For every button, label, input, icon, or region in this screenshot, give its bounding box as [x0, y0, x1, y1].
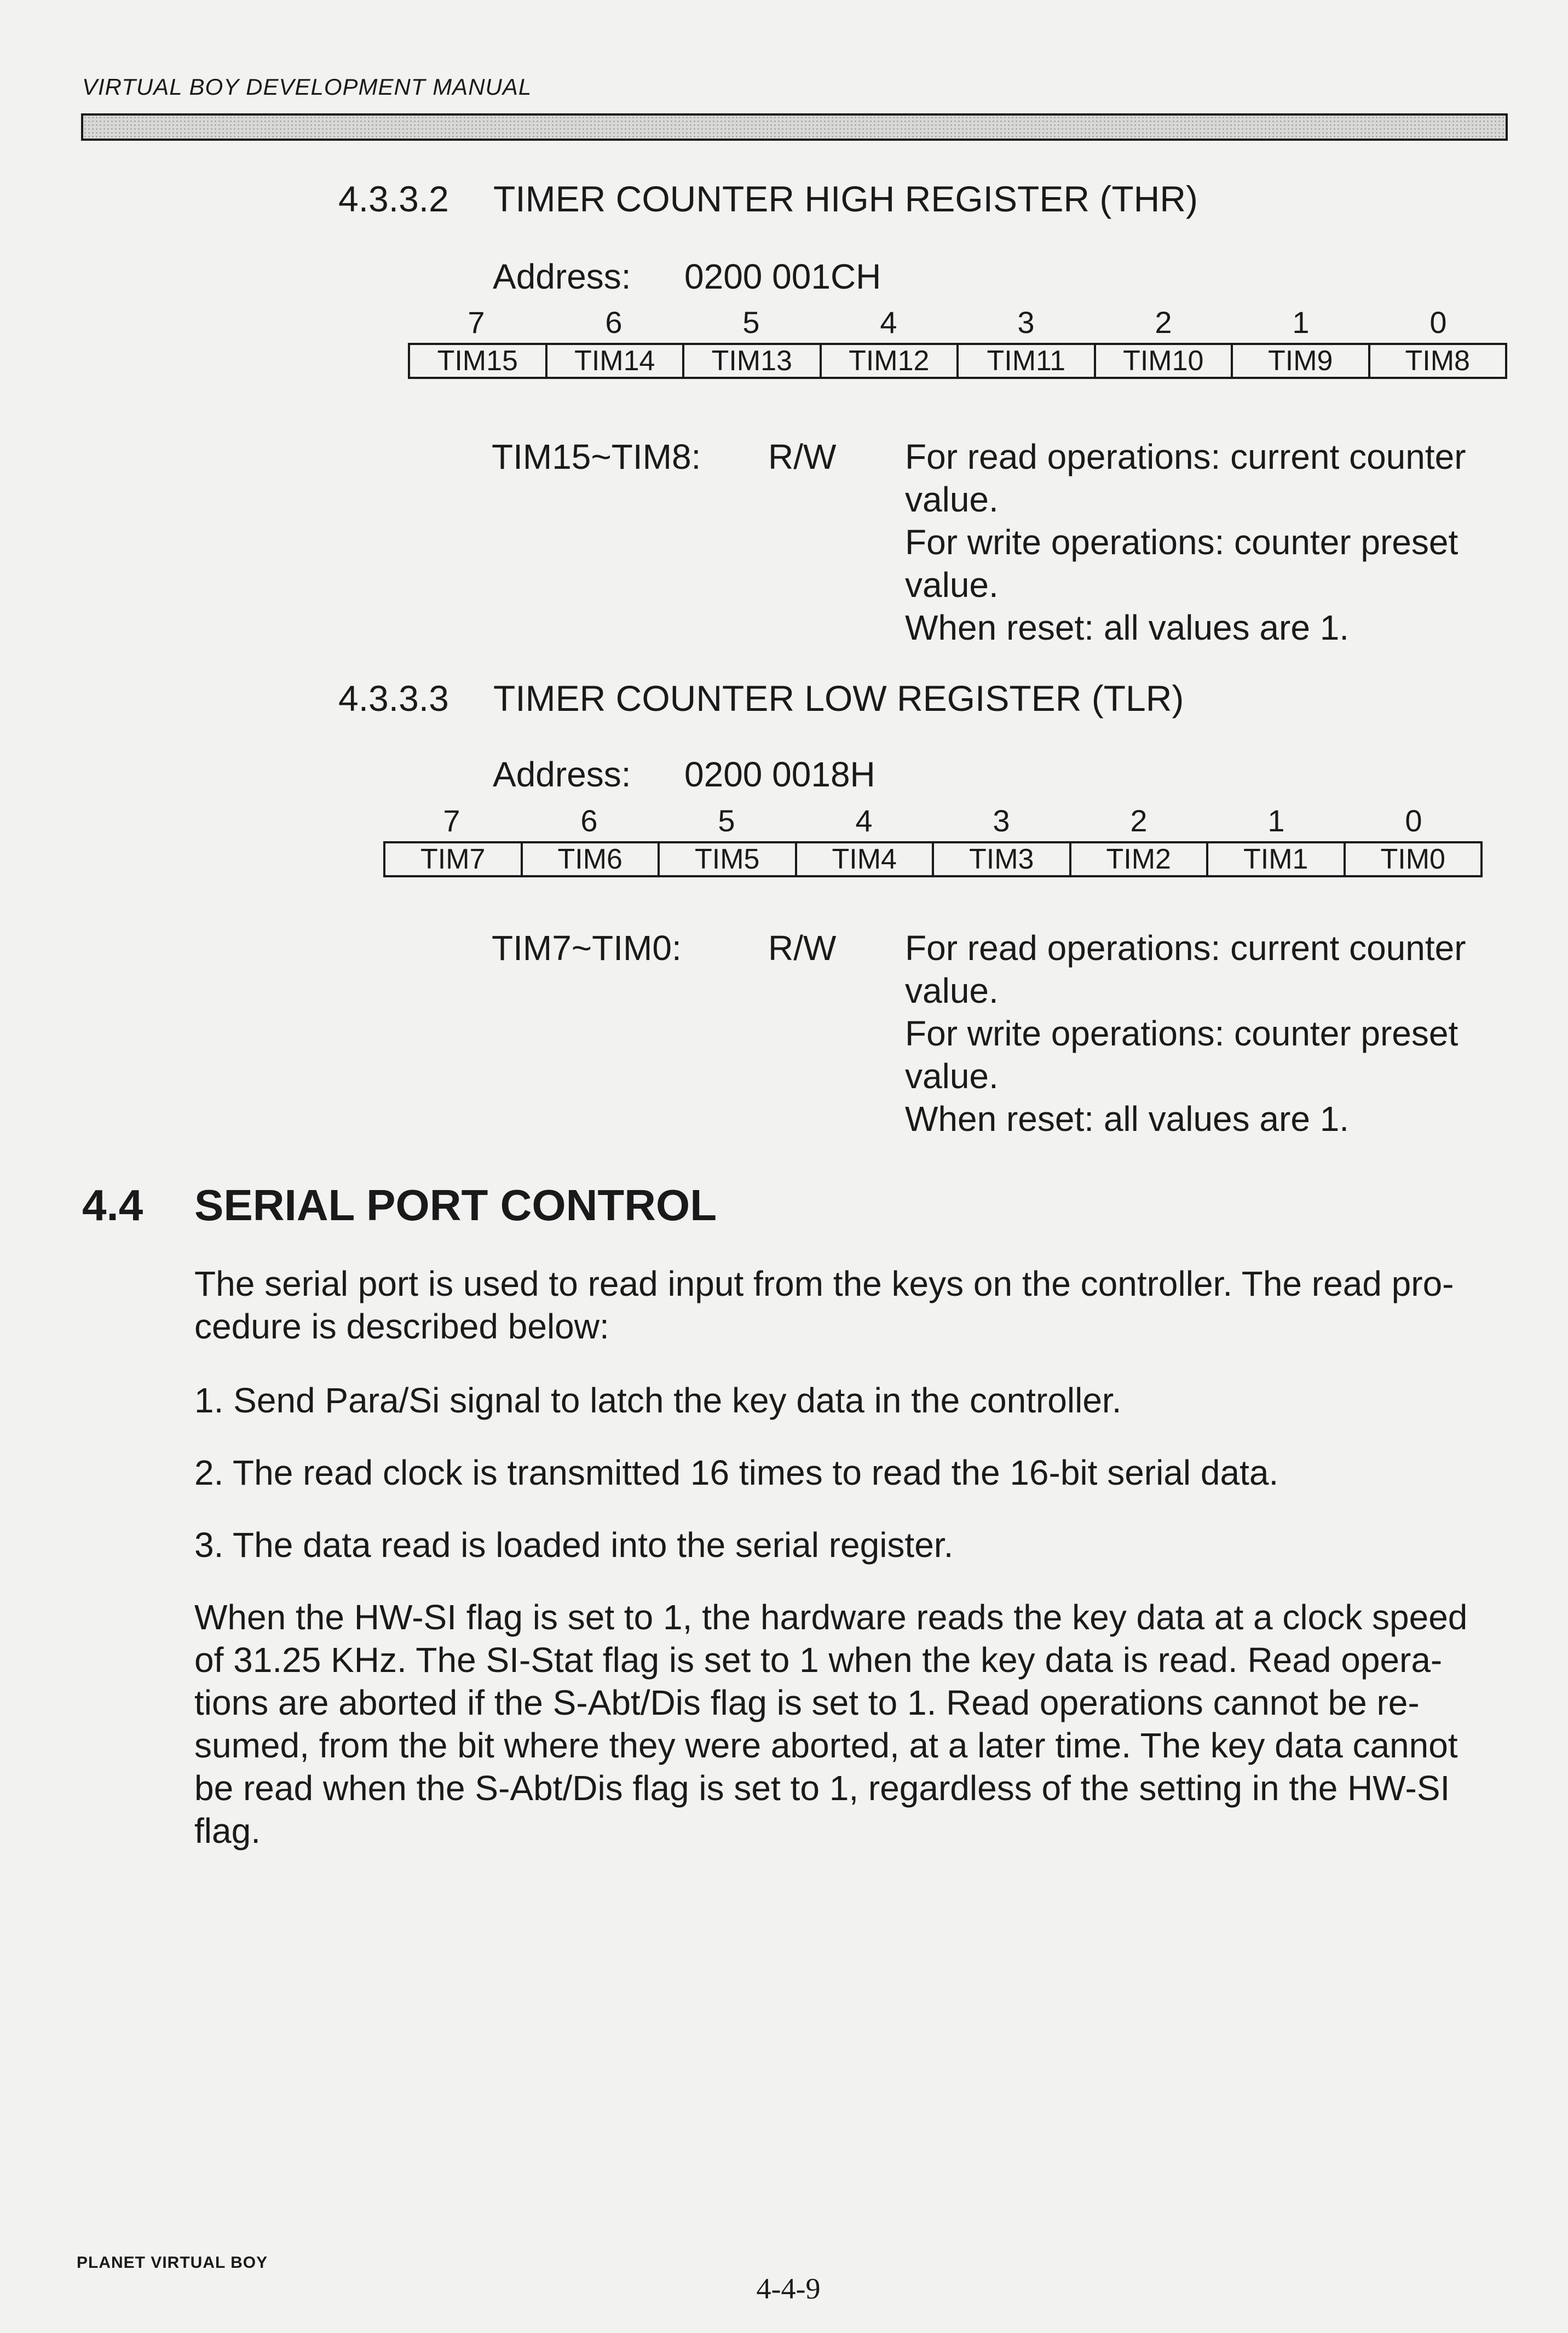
step-line: 1. Send Para/Si signal to latch the key data in the controller. [194, 1381, 1122, 1420]
thr-field-description [492, 435, 1510, 654]
paragraph-line: be read when the S-Abt/Dis flag is set to 1, regardless of the setting in the HW-SI [194, 1768, 1450, 1808]
tlr-description-text [905, 927, 1466, 1140]
thr-bit-cell: TIM11 [959, 345, 1096, 377]
thr-heading [338, 178, 1433, 222]
tlr-field-description [492, 927, 1510, 1146]
thr-section-number: 4.3.3.2 [338, 179, 449, 219]
tlr-address-label: Address: [493, 755, 631, 794]
thr-description-text [905, 435, 1466, 649]
tlr-address-value: 0200 0018H [684, 755, 875, 794]
thr-bit-cell: TIM14 [547, 345, 685, 377]
thr-section-title: TIMER COUNTER HIGH REGISTER (THR) [493, 179, 1198, 219]
tlr-address [493, 754, 1150, 798]
paragraph-line: flag. [194, 1811, 261, 1851]
thr-bit-number: 6 [605, 305, 622, 340]
tlr-bit-cell: TIM7 [385, 843, 523, 875]
tlr-section-title: TIMER COUNTER LOW REGISTER (TLR) [493, 678, 1184, 719]
thr-bit-number: 7 [468, 305, 485, 340]
thr-bit-cell: TIM8 [1405, 345, 1470, 377]
description-line: value. [905, 971, 999, 1010]
tlr-bit-number: 0 [1405, 803, 1422, 838]
thr-field-name: TIM15~TIM8: [492, 437, 701, 476]
thr-bit-number: 4 [880, 305, 897, 340]
description-line: When reset: all values are 1. [905, 1099, 1350, 1139]
tlr-bit-number: 2 [1130, 803, 1148, 838]
paragraph-line: The serial port is used to read input from the keys on the controller. The read pro- [194, 1264, 1454, 1303]
tlr-bit-cell: TIM0 [1380, 843, 1445, 875]
thr-bit-cell: TIM15 [410, 345, 547, 377]
thr-bit-number: 3 [1017, 305, 1035, 340]
description-line: For write operations: counter preset [905, 1014, 1459, 1053]
thr-bit-number: 0 [1429, 305, 1447, 340]
thr-bit-cell: TIM12 [822, 345, 959, 377]
page-number: 4-4-9 [756, 2272, 821, 2305]
tlr-access: R/W [768, 928, 837, 968]
footer-publisher: PLANET VIRTUAL BOY [77, 2254, 268, 2272]
thr-bit-cell: TIM13 [684, 345, 822, 377]
paragraph-line: cedure is described below: [194, 1307, 609, 1346]
tlr-bit-number: 3 [993, 803, 1010, 838]
thr-bit-cell: TIM9 [1233, 345, 1370, 377]
tlr-bit-cell: TIM2 [1071, 843, 1209, 875]
description-line: When reset: all values are 1. [905, 608, 1350, 647]
thr-register-table [408, 343, 1507, 379]
step-line: 3. The data read is loaded into the serial register. [194, 1525, 954, 1565]
description-line: For read operations: current counter [905, 928, 1466, 968]
description-line: value. [905, 480, 999, 519]
tlr-bit-number: 6 [580, 803, 598, 838]
thr-address-value: 0200 001CH [684, 257, 881, 296]
tlr-bit-number: 5 [718, 803, 735, 838]
header-rule [81, 113, 1508, 141]
tlr-section-number: 4.3.3.3 [338, 678, 449, 719]
description-line: For read operations: current counter [905, 437, 1466, 476]
thr-bit-number: 5 [742, 305, 760, 340]
thr-bit-numbers [408, 304, 1507, 340]
thr-bit-number: 1 [1292, 305, 1310, 340]
tlr-bit-cell: TIM1 [1208, 843, 1346, 875]
tlr-heading [338, 677, 1433, 721]
serial-heading [82, 1180, 1177, 1235]
tlr-bit-number: 7 [443, 803, 460, 838]
tlr-bit-cell: TIM6 [523, 843, 660, 875]
tlr-bit-number: 4 [855, 803, 873, 838]
serial-intro [194, 1262, 1514, 1348]
tlr-bit-cell: TIM4 [797, 843, 935, 875]
serial-step [194, 1524, 1514, 1566]
tlr-bit-cell: TIM3 [934, 843, 1071, 875]
thr-bit-number: 2 [1155, 305, 1172, 340]
thr-access: R/W [768, 437, 837, 476]
serial-body [194, 1596, 1514, 1852]
step-line: 2. The read clock is transmitted 16 times to read the 16-bit serial data. [194, 1453, 1279, 1492]
description-line: For write operations: counter preset [905, 522, 1459, 562]
serial-section-title: SERIAL PORT CONTROL [194, 1181, 717, 1229]
tlr-bit-number: 1 [1267, 803, 1285, 838]
paragraph-line: sumed, from the bit where they were aborted, at a later time. The key data cannot [194, 1726, 1458, 1765]
tlr-register-table [383, 841, 1483, 877]
description-line: value. [905, 565, 999, 605]
tlr-bit-cell: TIM5 [660, 843, 797, 875]
running-header: VIRTUAL BOY DEVELOPMENT MANUAL [82, 74, 532, 100]
paragraph-line: When the HW-SI flag is set to 1, the hardware reads the key data at a clock speed [194, 1598, 1468, 1637]
thr-bit-cell: TIM10 [1096, 345, 1233, 377]
paragraph-line: of 31.25 KHz. The SI-Stat flag is set to 1 when the key data is read. Read opera- [194, 1640, 1443, 1680]
serial-step [194, 1379, 1514, 1422]
tlr-field-name: TIM7~TIM0: [492, 928, 682, 968]
tlr-bit-numbers [383, 803, 1483, 836]
serial-step [194, 1451, 1514, 1494]
paragraph-line: tions are aborted if the S-Abt/Dis flag is set to 1. Read operations cannot be re- [194, 1683, 1420, 1722]
thr-address-label: Address: [493, 257, 631, 296]
thr-address [493, 256, 1150, 300]
description-line: value. [905, 1056, 999, 1096]
serial-section-number: 4.4 [82, 1181, 143, 1229]
